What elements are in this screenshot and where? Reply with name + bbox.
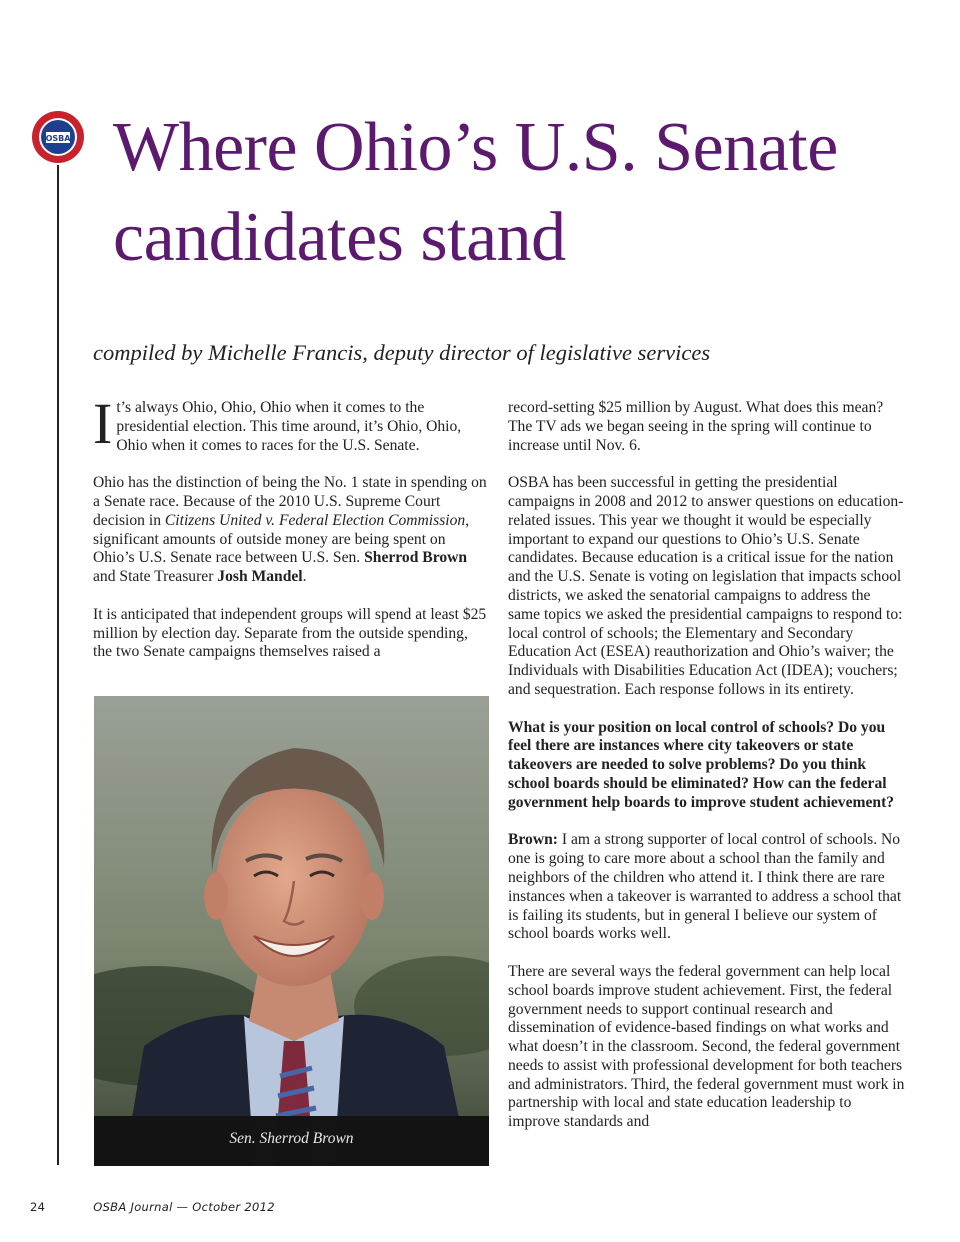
page-footer [30, 1200, 275, 1214]
answer-label: Brown: [508, 831, 558, 849]
answer-brown: Brown: I am a strong supporter of local control of schools. No one is going to care more about a school than the family and neighbors of the children who attend it. I think there are rare instances when a takeover is warranted to address a school that is failing its students, but in general I believe our system of school boards works well. [508, 831, 902, 943]
page-number: 24 [30, 1200, 46, 1214]
paragraph-outside-money: Ohio has the distinction of being the No. 1 state in spending on a Senate race. Because of the 2010 U.S. Supreme Court decision in Citizens United v. Federal Election Commission, significant amounts of outside money are being spent on Ohio’s U.S. Senate race between U.S. Sen. Sherrod Brown and State Treasurer Josh Mandel. [93, 474, 487, 586]
paragraph-record-setting: record-setting $25 million by August. What does this mean? The TV ads we began seeing in the spring will continue to increase until Nov. 6. [508, 399, 884, 454]
page-title [113, 103, 838, 283]
question-local-control: What is your position on local control of schools? Do you feel there are instances where city takeovers or state takeovers are needed to solve problems? Do you think school boards should be eliminated? How can the federal government help boards to improve student achievement? [508, 718, 895, 811]
right-column [508, 399, 905, 1151]
caption-bar [94, 1116, 489, 1166]
title-line-1: Where Ohio’s U.S. Senate [113, 109, 838, 186]
title-line-2: candidates stand [113, 199, 566, 276]
byline: compiled by Michelle Francis, deputy director of legislative services [93, 340, 711, 365]
candidate-brown: Sherrod Brown [364, 549, 468, 567]
paragraph-independent-groups: It is anticipated that independent groups will spend at least $25 million by election day. Separate from the outside spending, the two Senate campaigns themselves raised a [93, 605, 487, 661]
photo-caption: Sen. Sherrod Brown [229, 1130, 354, 1147]
logo-text: OSBA [45, 134, 71, 143]
osba-seal-icon [31, 110, 85, 164]
drop-cap: I [93, 391, 113, 456]
paragraph-osba-questions: OSBA has been successful in getting the presidential campaigns in 2008 and 2012 to answer questions on education-related issues. This year we thought it would be especially important to expand our questions to Ohio’s U.S. Senate candidates. Because education is a critical issue for the nation and the U.S. Senate is voting on legislation that impacts school districts, we asked the senatorial campaigns to address the same topics we asked the presidential campaigns to respond to: local control of schools; the Elementary and Secondary Education Act (ESEA) reauthorization and Ohio’s waiver; the Individuals with Disabilities Education Act (IDEA); vouchers; and sequestration. Each response follows in its entirety. [508, 474, 904, 698]
candidate-mandel: Josh Mandel [217, 568, 303, 586]
publication-name: OSBA Journal — October 2012 [93, 1200, 275, 1214]
case-name: Citizens United v. Federal Election Commission [164, 511, 466, 529]
intro-paragraph: It’s always Ohio, Ohio, Ohio when it comes to the presidential election. This time around, it’s Ohio, Ohio, Ohio when it comes to races for the U.S. Senate. [93, 391, 462, 456]
left-column [93, 391, 488, 681]
senator-photo [94, 696, 489, 1166]
paragraph-federal-help: There are several ways the federal government can help local school boards improve student achievement. First, the federal government needs to support continual research and dissemination of evidence-based findings on what works and what doesn’t in the classroom. Second, the federal government needs to assist with professional development for both teachers and administrators. Third, the federal government must work in partnership with local and state education leadership to improve standards and [508, 962, 905, 1131]
margin-rule [57, 165, 59, 1165]
